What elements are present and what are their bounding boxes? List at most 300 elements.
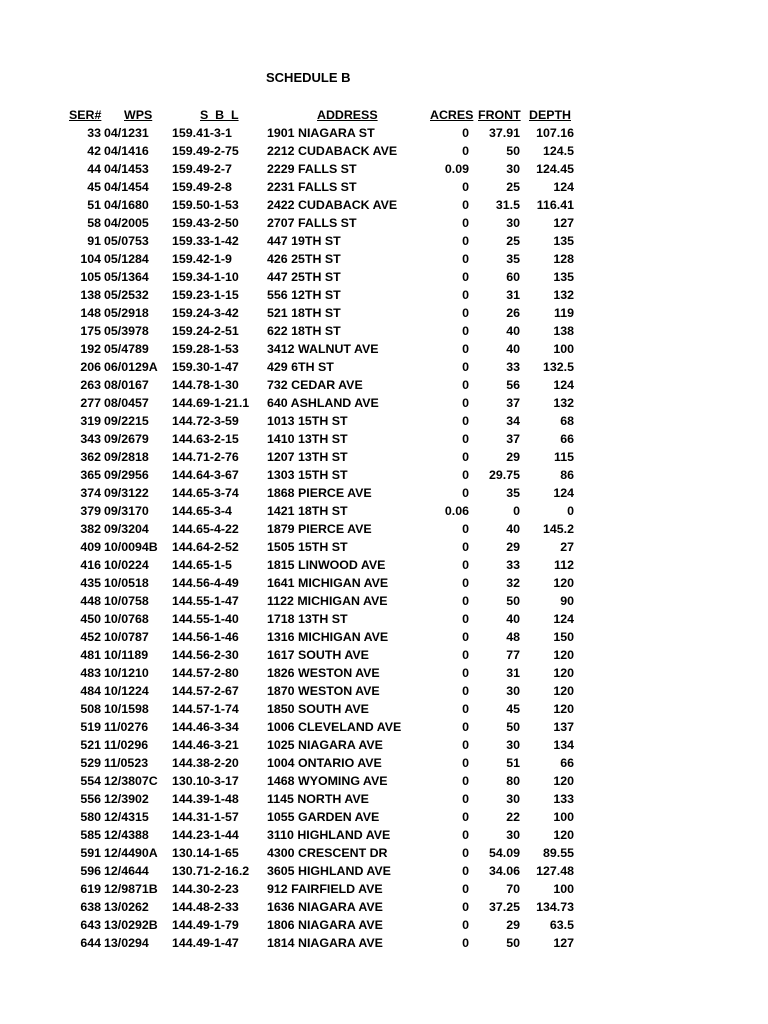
- cell-depth: 68: [560, 414, 574, 428]
- cell-ser: 42: [87, 144, 101, 158]
- table-row: [0, 862, 768, 880]
- cell-acres: 0: [462, 648, 469, 662]
- cell-address: 1410 13TH ST: [267, 432, 348, 446]
- page-title: SCHEDULE B: [266, 70, 351, 85]
- cell-ser: 104: [80, 252, 101, 266]
- table-row: [0, 466, 768, 484]
- cell-depth: 120: [553, 828, 574, 842]
- cell-ser: 263: [80, 378, 101, 392]
- table-row: [0, 736, 768, 754]
- cell-ser: 556: [80, 792, 101, 806]
- cell-wps: 10/1210: [104, 666, 149, 680]
- cell-front: 33: [506, 558, 520, 572]
- cell-wps: 09/2215: [104, 414, 149, 428]
- cell-depth: 112: [554, 558, 574, 572]
- cell-ser: 374: [80, 486, 101, 500]
- cell-ser: 343: [80, 432, 101, 446]
- cell-sbl: 159.43-2-50: [172, 216, 239, 230]
- cell-wps: 04/1231: [104, 126, 149, 140]
- cell-address: 2422 CUDABACK AVE: [267, 198, 398, 212]
- header-front: FRONT: [478, 108, 521, 122]
- cell-depth: 120: [553, 576, 574, 590]
- cell-sbl: 144.48-2-33: [172, 900, 239, 914]
- table-row: [0, 358, 768, 376]
- cell-depth: 115: [554, 450, 574, 464]
- cell-wps: 08/0167: [104, 378, 149, 392]
- cell-wps: 13/0262: [104, 900, 149, 914]
- cell-address: 1013 15TH ST: [267, 414, 348, 428]
- cell-front: 22: [506, 810, 520, 824]
- cell-wps: 11/0276: [104, 720, 149, 734]
- cell-address: 1303 15TH ST: [267, 468, 348, 482]
- cell-front: 50: [506, 720, 520, 734]
- cell-ser: 175: [80, 324, 101, 338]
- cell-ser: 585: [80, 828, 101, 842]
- cell-ser: 105: [80, 270, 101, 284]
- cell-sbl: 144.46-3-21: [172, 738, 239, 752]
- cell-wps: 09/3204: [104, 522, 149, 536]
- cell-depth: 145.2: [542, 522, 574, 536]
- cell-front: 45: [506, 702, 520, 716]
- cell-front: 40: [506, 522, 520, 536]
- cell-acres: 0: [462, 360, 469, 374]
- table-row: [0, 232, 768, 250]
- cell-depth: 120: [553, 666, 574, 680]
- cell-front: 30: [506, 684, 520, 698]
- cell-acres: 0: [462, 918, 469, 932]
- cell-sbl: 159.30-1-47: [172, 360, 239, 374]
- cell-sbl: 144.49-1-47: [172, 936, 239, 950]
- table-row: [0, 772, 768, 790]
- cell-acres: 0: [462, 198, 469, 212]
- cell-ser: 365: [80, 468, 101, 482]
- cell-acres: 0: [462, 252, 469, 266]
- cell-wps: 10/1598: [104, 702, 149, 716]
- cell-ser: 277: [80, 396, 101, 410]
- cell-sbl: 144.63-2-15: [172, 432, 239, 446]
- cell-address: 640 ASHLAND AVE: [267, 396, 379, 410]
- cell-acres: 0: [462, 882, 469, 896]
- cell-wps: 10/0787: [104, 630, 149, 644]
- cell-sbl: 144.65-3-4: [172, 504, 232, 518]
- cell-front: 29: [506, 450, 520, 464]
- table-row: [0, 934, 768, 952]
- cell-wps: 05/2918: [104, 306, 149, 320]
- cell-ser: 45: [87, 180, 101, 194]
- table-row: [0, 574, 768, 592]
- cell-depth: 120: [553, 702, 574, 716]
- cell-ser: 644: [80, 936, 101, 950]
- cell-front: 37: [506, 432, 520, 446]
- cell-address: 1806 NIAGARA AVE: [267, 918, 383, 932]
- cell-wps: 09/3170: [104, 504, 149, 518]
- table-row: [0, 898, 768, 916]
- cell-sbl: 159.33-1-42: [172, 234, 239, 248]
- cell-ser: 529: [80, 756, 101, 770]
- cell-acres: 0: [462, 432, 469, 446]
- cell-address: 1207 13TH ST: [267, 450, 348, 464]
- cell-sbl: 144.57-2-80: [172, 666, 239, 680]
- table-row: [0, 826, 768, 844]
- cell-depth: 89.55: [542, 846, 574, 860]
- table-row: [0, 664, 768, 682]
- cell-address: 1505 15TH ST: [267, 540, 348, 554]
- cell-address: 447 19TH ST: [267, 234, 341, 248]
- cell-sbl: 144.57-1-74: [172, 702, 239, 716]
- schedule-table: [0, 106, 768, 952]
- cell-sbl: 130.10-3-17: [172, 774, 239, 788]
- cell-acres: 0: [462, 846, 469, 860]
- cell-address: 1879 PIERCE AVE: [267, 522, 372, 536]
- cell-front: 60: [506, 270, 520, 284]
- cell-ser: 521: [80, 738, 101, 752]
- cell-address: 1145 NORTH AVE: [267, 792, 369, 806]
- cell-wps: 12/9871B: [104, 882, 158, 896]
- cell-sbl: 144.56-1-46: [172, 630, 239, 644]
- cell-front: 34.06: [488, 864, 520, 878]
- cell-ser: 448: [80, 594, 101, 608]
- cell-depth: 132.5: [542, 360, 574, 374]
- cell-depth: 100: [553, 882, 574, 896]
- cell-wps: 04/1680: [104, 198, 149, 212]
- cell-depth: 124: [553, 612, 574, 626]
- table-row: [0, 844, 768, 862]
- cell-address: 1814 NIAGARA AVE: [267, 936, 383, 950]
- cell-sbl: 159.24-3-42: [172, 306, 239, 320]
- cell-front: 0: [513, 504, 520, 518]
- cell-sbl: 159.23-1-15: [172, 288, 239, 302]
- cell-acres: 0: [462, 594, 469, 608]
- table-body: [0, 124, 768, 952]
- cell-acres: 0: [462, 486, 469, 500]
- cell-sbl: 144.65-4-22: [172, 522, 239, 536]
- table-row: [0, 214, 768, 232]
- cell-wps: 13/0292B: [104, 918, 158, 932]
- cell-front: 40: [506, 342, 520, 356]
- header-address: ADDRESS: [317, 108, 378, 122]
- cell-sbl: 144.23-1-44: [172, 828, 239, 842]
- table-row: [0, 340, 768, 358]
- cell-sbl: 144.30-2-23: [172, 882, 239, 896]
- cell-wps: 05/1284: [104, 252, 149, 266]
- cell-sbl: 144.64-2-52: [172, 540, 239, 554]
- cell-sbl: 144.56-2-30: [172, 648, 239, 662]
- cell-address: 1868 PIERCE AVE: [267, 486, 372, 500]
- cell-front: 30: [506, 162, 520, 176]
- cell-front: 48: [506, 630, 520, 644]
- table-row: [0, 178, 768, 196]
- table-row: [0, 412, 768, 430]
- table-row: [0, 610, 768, 628]
- cell-depth: 100: [553, 342, 574, 356]
- cell-front: 35: [506, 486, 520, 500]
- cell-address: 1006 CLEVELAND AVE: [267, 720, 402, 734]
- table-row: [0, 682, 768, 700]
- cell-sbl: 159.50-1-53: [172, 198, 239, 212]
- table-row: [0, 448, 768, 466]
- cell-front: 25: [506, 180, 520, 194]
- cell-sbl: 144.72-3-59: [172, 414, 239, 428]
- cell-wps: 10/0094B: [104, 540, 158, 554]
- cell-wps: 04/1416: [104, 144, 149, 158]
- table-row: [0, 160, 768, 178]
- cell-front: 37.91: [488, 126, 520, 140]
- table-row: [0, 700, 768, 718]
- cell-sbl: 159.28-1-53: [172, 342, 239, 356]
- cell-depth: 132: [553, 396, 574, 410]
- cell-ser: 409: [80, 540, 101, 554]
- cell-depth: 86: [560, 468, 574, 482]
- cell-ser: 58: [87, 216, 101, 230]
- cell-sbl: 159.49-2-7: [172, 162, 232, 176]
- cell-front: 30: [506, 738, 520, 752]
- cell-front: 25: [506, 234, 520, 248]
- table-row: [0, 808, 768, 826]
- cell-front: 70: [506, 882, 520, 896]
- cell-front: 37: [506, 396, 520, 410]
- cell-wps: 06/0129A: [104, 360, 158, 374]
- cell-address: 3110 HIGHLAND AVE: [267, 828, 391, 842]
- cell-depth: 120: [553, 774, 574, 788]
- cell-wps: 10/0768: [104, 612, 149, 626]
- cell-ser: 483: [80, 666, 101, 680]
- cell-ser: 416: [80, 558, 101, 572]
- cell-wps: 09/2679: [104, 432, 149, 446]
- cell-sbl: 159.24-2-51: [172, 324, 239, 338]
- cell-depth: 116.41: [536, 198, 574, 212]
- cell-sbl: 159.42-1-9: [172, 252, 232, 266]
- cell-front: 31: [506, 666, 520, 680]
- cell-wps: 11/0523: [104, 756, 149, 770]
- cell-ser: 481: [80, 648, 101, 662]
- cell-depth: 137: [553, 720, 574, 734]
- header-wps: WPS: [124, 108, 153, 122]
- cell-sbl: 144.46-3-34: [172, 720, 239, 734]
- cell-address: 1870 WESTON AVE: [267, 684, 380, 698]
- cell-sbl: 159.49-2-75: [172, 144, 239, 158]
- cell-ser: 452: [80, 630, 101, 644]
- table-row: [0, 142, 768, 160]
- cell-wps: 12/4490A: [104, 846, 158, 860]
- cell-front: 29: [506, 918, 520, 932]
- cell-acres: 0: [462, 378, 469, 392]
- cell-ser: 362: [80, 450, 101, 464]
- cell-sbl: 144.55-1-47: [172, 594, 239, 608]
- cell-depth: 134: [553, 738, 574, 752]
- cell-wps: 04/1453: [104, 162, 149, 176]
- cell-wps: 10/1189: [104, 648, 149, 662]
- cell-wps: 10/0758: [104, 594, 149, 608]
- cell-address: 1055 GARDEN AVE: [267, 810, 380, 824]
- cell-sbl: 130.14-1-65: [172, 846, 239, 860]
- cell-acres: 0.09: [444, 162, 469, 176]
- cell-acres: 0: [462, 558, 469, 572]
- cell-front: 33: [506, 360, 520, 374]
- cell-sbl: 159.41-3-1: [172, 126, 232, 140]
- cell-acres: 0: [462, 234, 469, 248]
- cell-sbl: 144.57-2-67: [172, 684, 239, 698]
- cell-depth: 133: [553, 792, 574, 806]
- cell-ser: 508: [80, 702, 101, 716]
- cell-depth: 124: [553, 378, 574, 392]
- cell-front: 31.5: [495, 198, 520, 212]
- cell-address: 3412 WALNUT AVE: [267, 342, 379, 356]
- cell-acres: 0.06: [444, 504, 469, 518]
- cell-wps: 04/1454: [104, 180, 149, 194]
- cell-address: 1850 SOUTH AVE: [267, 702, 369, 716]
- cell-wps: 05/4789: [104, 342, 149, 356]
- cell-address: 1826 WESTON AVE: [267, 666, 380, 680]
- cell-depth: 66: [560, 432, 574, 446]
- cell-acres: 0: [462, 324, 469, 338]
- cell-ser: 519: [80, 720, 101, 734]
- table-row: [0, 430, 768, 448]
- cell-sbl: 144.71-2-76: [172, 450, 239, 464]
- cell-sbl: 144.65-3-74: [172, 486, 239, 500]
- cell-address: 426 25TH ST: [267, 252, 341, 266]
- cell-sbl: 144.78-1-30: [172, 378, 239, 392]
- table-row: [0, 520, 768, 538]
- cell-acres: 0: [462, 684, 469, 698]
- cell-depth: 90: [560, 594, 574, 608]
- cell-address: 1815 LINWOOD AVE: [267, 558, 386, 572]
- cell-wps: 12/4315: [104, 810, 149, 824]
- cell-depth: 124: [553, 486, 574, 500]
- table-header-row: [0, 106, 768, 124]
- header-acres: ACRES: [430, 108, 474, 122]
- cell-sbl: 144.49-1-79: [172, 918, 239, 932]
- cell-depth: 135: [553, 234, 574, 248]
- cell-address: 3605 HIGHLAND AVE: [267, 864, 391, 878]
- cell-address: 1421 18TH ST: [267, 504, 348, 518]
- cell-acres: 0: [462, 900, 469, 914]
- cell-ser: 554: [80, 774, 101, 788]
- cell-ser: 91: [87, 234, 101, 248]
- cell-address: 622 18TH ST: [267, 324, 341, 338]
- table-row: [0, 754, 768, 772]
- table-row: [0, 718, 768, 736]
- cell-front: 30: [506, 828, 520, 842]
- cell-front: 40: [506, 612, 520, 626]
- cell-depth: 63.5: [549, 918, 574, 932]
- cell-acres: 0: [462, 612, 469, 626]
- cell-acres: 0: [462, 468, 469, 482]
- cell-ser: 638: [80, 900, 101, 914]
- cell-depth: 124.5: [542, 144, 574, 158]
- cell-ser: 450: [80, 612, 101, 626]
- cell-depth: 127.48: [536, 864, 574, 878]
- cell-sbl: 144.38-2-20: [172, 756, 239, 770]
- cell-acres: 0: [462, 396, 469, 410]
- cell-ser: 379: [80, 504, 101, 518]
- cell-front: 77: [506, 648, 520, 662]
- cell-acres: 0: [462, 342, 469, 356]
- table-row: [0, 502, 768, 520]
- cell-depth: 134.73: [536, 900, 574, 914]
- cell-address: 1316 MICHIGAN AVE: [267, 630, 389, 644]
- cell-acres: 0: [462, 576, 469, 590]
- cell-wps: 09/2956: [104, 468, 149, 482]
- cell-front: 26: [506, 306, 520, 320]
- table-row: [0, 196, 768, 214]
- cell-address: 1122 MICHIGAN AVE: [267, 594, 388, 608]
- cell-sbl: 130.71-2-16.2: [172, 864, 250, 878]
- cell-front: 50: [506, 144, 520, 158]
- header-depth: DEPTH: [529, 108, 571, 122]
- cell-acres: 0: [462, 774, 469, 788]
- cell-acres: 0: [462, 828, 469, 842]
- cell-wps: 12/4644: [104, 864, 149, 878]
- cell-address: 1468 WYOMING AVE: [267, 774, 388, 788]
- table-row: [0, 376, 768, 394]
- cell-depth: 150: [553, 630, 574, 644]
- table-row: [0, 592, 768, 610]
- cell-depth: 127: [553, 936, 574, 950]
- cell-wps: 05/2532: [104, 288, 149, 302]
- cell-front: 34: [506, 414, 520, 428]
- cell-address: 429 6TH ST: [267, 360, 334, 374]
- table-row: [0, 538, 768, 556]
- cell-address: 447 25TH ST: [267, 270, 341, 284]
- cell-sbl: 159.34-1-10: [172, 270, 239, 284]
- cell-wps: 12/3902: [104, 792, 149, 806]
- cell-wps: 10/0518: [104, 576, 149, 590]
- header-sbl: S_B_L: [200, 108, 239, 122]
- cell-sbl: 144.55-1-40: [172, 612, 239, 626]
- cell-front: 51: [506, 756, 520, 770]
- cell-ser: 33: [87, 126, 101, 140]
- cell-address: 1025 NIAGARA AVE: [267, 738, 383, 752]
- cell-ser: 435: [80, 576, 101, 590]
- table-row: [0, 250, 768, 268]
- cell-address: 2231 FALLS ST: [267, 180, 357, 194]
- cell-ser: 319: [80, 414, 101, 428]
- cell-ser: 382: [80, 522, 101, 536]
- cell-sbl: 159.49-2-8: [172, 180, 232, 194]
- cell-acres: 0: [462, 288, 469, 302]
- cell-acres: 0: [462, 720, 469, 734]
- cell-wps: 12/4388: [104, 828, 149, 842]
- cell-front: 40: [506, 324, 520, 338]
- cell-acres: 0: [462, 810, 469, 824]
- table-row: [0, 268, 768, 286]
- table-row: [0, 646, 768, 664]
- cell-depth: 124.45: [536, 162, 574, 176]
- table-row: [0, 556, 768, 574]
- cell-ser: 192: [80, 342, 101, 356]
- cell-depth: 135: [553, 270, 574, 284]
- table-row: [0, 322, 768, 340]
- cell-wps: 10/1224: [104, 684, 149, 698]
- cell-wps: 11/0296: [104, 738, 149, 752]
- table-row: [0, 394, 768, 412]
- cell-depth: 27: [560, 540, 574, 554]
- cell-wps: 12/3807C: [104, 774, 158, 788]
- cell-sbl: 144.56-4-49: [172, 576, 239, 590]
- cell-ser: 44: [87, 162, 101, 176]
- cell-sbl: 144.31-1-57: [172, 810, 239, 824]
- cell-ser: 596: [80, 864, 101, 878]
- cell-acres: 0: [462, 522, 469, 536]
- cell-depth: 119: [554, 306, 574, 320]
- cell-depth: 120: [553, 648, 574, 662]
- cell-ser: 591: [80, 846, 101, 860]
- cell-address: 1617 SOUTH AVE: [267, 648, 369, 662]
- cell-address: 2212 CUDABACK AVE: [267, 144, 398, 158]
- cell-front: 29: [506, 540, 520, 554]
- cell-ser: 484: [80, 684, 101, 698]
- cell-acres: 0: [462, 738, 469, 752]
